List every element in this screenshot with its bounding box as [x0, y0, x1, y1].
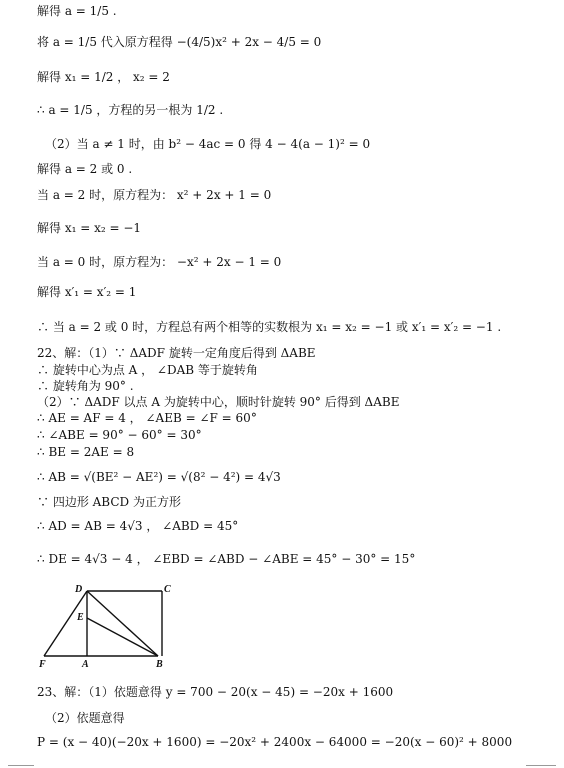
solution-line-10: 解得 x′₁ = x′₂ = 1 [37, 285, 137, 299]
label-E: E [77, 612, 84, 623]
problem-23-line-3: P = (x − 40)(−20x + 1600) = −20x² + 2400x − 64000 = −20(x − 60)² + 8000 [37, 735, 513, 749]
solution-line-9: 当 a = 0 时，原方程为： −x² + 2x − 1 = 0 [37, 255, 282, 269]
problem-23-line-2: （2）依题意得 [45, 711, 125, 725]
solution-line-7: 当 a = 2 时，原方程为： x² + 2x + 1 = 0 [37, 188, 272, 202]
problem-22-line-10: ∴ AD = AB = 4√3 ， ∠ABD = 45° [37, 519, 239, 533]
solution-line-1: 解得 a = 1/5 . [37, 4, 117, 18]
square-rotation-figure [30, 580, 180, 670]
problem-22-line-8: ∴ AB = √(BE² − AE²) = √(8² − 4²) = 4√3 [37, 470, 281, 484]
problem-22-line-9: ∵ 四边形 ABCD 为正方形 [37, 495, 181, 509]
solution-line-5: （2）当 a ≠ 1 时，由 b² − 4ac = 0 得 4 − 4(a − 1)² = 0 [45, 137, 371, 151]
problem-22-line-7: ∴ BE = 2AE = 8 [37, 445, 135, 459]
page-edge-mark-right [526, 765, 556, 766]
page-edge-mark-left [8, 765, 34, 766]
solution-line-8: 解得 x₁ = x₂ = −1 [37, 221, 142, 235]
solution-line-4: ∴ a = 1/5 ，方程的另一根为 1/2 . [37, 103, 224, 117]
solution-line-3: 解得 x₁ = 1/2 ， x₂ = 2 [37, 70, 170, 84]
segment-DF [44, 591, 87, 656]
problem-23-line-1: 23、解：（1）依题意得 y = 700 − 20(x − 45) = −20x + 1600 [37, 685, 394, 699]
problem-22-line-11: ∴ DE = 4√3 − 4 ， ∠EBD = ∠ABD − ∠ABE = 45° − 30° = 15° [37, 552, 416, 566]
solution-line-2: 将 a = 1/5 代入原方程得 −(4/5)x² + 2x − 4/5 = 0 [37, 35, 322, 49]
problem-22-line-6: ∴ ∠ABE = 90° − 60° = 30° [37, 428, 202, 442]
label-D: D [75, 584, 83, 595]
problem-22-line-2: ∴ 旋转中心为点 A ， ∠DAB 等于旋转角 [37, 363, 258, 377]
label-C: C [164, 584, 171, 595]
problem-22-line-3: ∴ 旋转角为 90° . [37, 379, 134, 393]
solution-line-6: 解得 a = 2 或 0 . [37, 162, 133, 176]
label-B: B [156, 659, 163, 670]
problem-22-line-4: （2）∵ ΔADF 以点 A 为旋转中心，顺时针旋转 90° 后得到 ΔABE [37, 395, 400, 409]
label-A: A [82, 659, 89, 670]
problem-22-line-1: 22、解：（1）∵ ΔADF 旋转一定角度后得到 ΔABE [37, 346, 316, 360]
problem-22-line-5: ∴ AE = AF = 4 ， ∠AEB = ∠F = 60° [37, 411, 257, 425]
solution-line-11: ∴ 当 a = 2 或 0 时，方程总有两个相等的实数根为 x₁ = x₂ = −1 或 x′₁ = x′₂ = −1 . [37, 320, 502, 334]
label-F: F [39, 659, 46, 670]
